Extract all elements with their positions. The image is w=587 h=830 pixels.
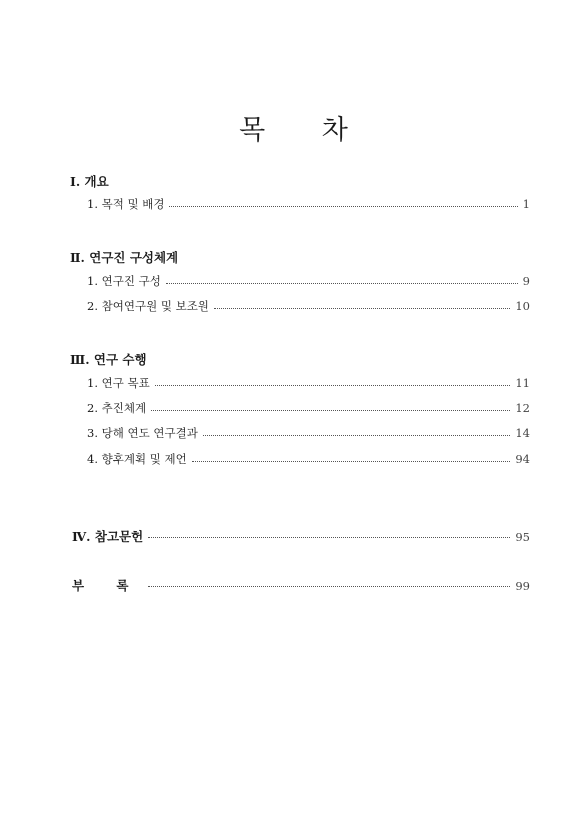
section-heading-team: Ⅱ. 연구진 구성체계 (70, 250, 179, 265)
toc-entry-page: 14 (515, 426, 530, 440)
toc-entry-page: 94 (515, 452, 530, 466)
toc-entry-references[interactable] (72, 527, 530, 543)
toc-entry-page: 10 (515, 299, 530, 313)
toc-entry-page: 1 (522, 197, 530, 211)
toc-entry[interactable] (87, 196, 530, 212)
toc-entry[interactable] (87, 298, 530, 314)
page-title: 목 차 (239, 115, 372, 146)
toc-entry-page: 11 (515, 376, 530, 390)
toc-entry[interactable] (87, 375, 530, 391)
dot-leader (169, 205, 517, 207)
toc-entry[interactable] (87, 400, 530, 416)
section-heading-overview: Ⅰ. 개요 (70, 174, 109, 189)
dot-leader (148, 585, 511, 587)
toc-entry[interactable] (87, 451, 530, 467)
section-heading-research: Ⅲ. 연구 수행 (70, 352, 147, 367)
toc-entry-page: 12 (515, 401, 530, 415)
dot-leader (214, 307, 510, 309)
toc-entry-page: 99 (515, 579, 530, 593)
toc-entry-label: 1. 목적 및 배경 (87, 197, 165, 211)
toc-entry[interactable] (87, 273, 530, 289)
dot-leader (166, 282, 518, 284)
toc-entry-label: 2. 참여연구원 및 보조원 (87, 299, 209, 313)
toc-entry-label: 4. 향후계획 및 제언 (87, 452, 187, 466)
toc-entry-label: Ⅳ. 참고문헌 (72, 529, 144, 544)
toc-entry[interactable] (87, 425, 530, 441)
toc-entry-label: 2. 추진체계 (87, 401, 147, 415)
toc-entry-page: 9 (522, 274, 530, 288)
toc-entry-label: 1. 연구진 구성 (87, 274, 161, 288)
toc-entry-label: 부 록 (72, 578, 143, 593)
dot-leader (192, 460, 511, 462)
toc-entry-page: 95 (515, 530, 530, 544)
dot-leader (203, 434, 511, 436)
toc-entry-label: 3. 당해 연도 연구결과 (87, 426, 198, 440)
toc-entry-appendix[interactable] (72, 576, 530, 592)
toc-entry-label: 1. 연구 목표 (87, 376, 150, 390)
dot-leader (148, 536, 510, 538)
dot-leader (155, 384, 511, 386)
dot-leader (151, 409, 510, 411)
